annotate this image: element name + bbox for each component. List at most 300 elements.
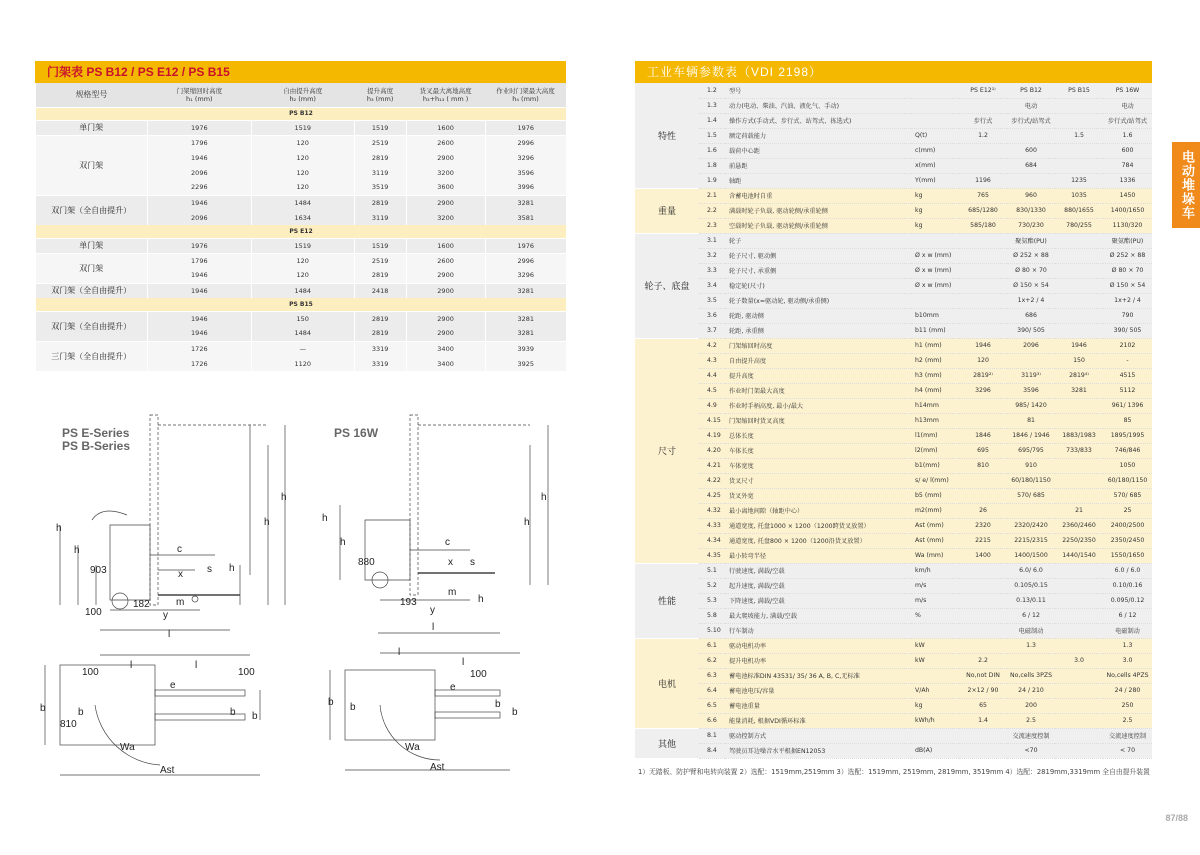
truck-body-right [365, 520, 410, 580]
spec-value [959, 98, 1007, 113]
spec-unit: kW [911, 653, 959, 668]
spec-value [959, 413, 1007, 428]
spec-no: 6.4 [699, 683, 725, 698]
spec-item: 行驶速度, 满载/空载 [725, 563, 911, 578]
spec-value: 21 [1055, 503, 1103, 518]
mast-cell: 1946 [147, 195, 251, 210]
spec-no: 4.9 [699, 398, 725, 413]
spec-no: 5.8 [699, 608, 725, 623]
spec-row [635, 713, 1152, 728]
dim-b1-right: b [328, 697, 334, 708]
mast-cell: 120 [251, 253, 354, 268]
spec-row [635, 608, 1152, 623]
mast-row [36, 135, 567, 150]
spec-value [1055, 413, 1103, 428]
spec-value [1055, 98, 1103, 113]
mast-type-label: 双门架 [36, 135, 148, 195]
mast-cell: 2996 [485, 253, 566, 268]
spec-no: 4.35 [699, 548, 725, 563]
spec-unit: m/s [911, 578, 959, 593]
mast-cell: 3296 [485, 150, 566, 165]
spec-item: 车体长度 [725, 443, 911, 458]
spec-item: 自由提升高度 [725, 353, 911, 368]
dim-h4-right: h [541, 492, 547, 503]
spec-value [959, 233, 1007, 248]
mast-cell: 3319 [354, 356, 406, 371]
spec-item: 含蓄电池时自重 [725, 188, 911, 203]
mast-cell: 1946 [147, 268, 251, 283]
spec-unit [911, 293, 959, 308]
footnote: 1）无踏板、防护臂和电转向装置 2）选配：1519mm,2519mm 3）选配：1519mm, 2519mm, 2819mm, 3519mm 4）选配：2819mm,3319mm 全自由提升装置 [638, 768, 1150, 776]
mast-table [35, 83, 566, 371]
spec-no: 1.3 [699, 98, 725, 113]
dim-m2-right: m [448, 587, 457, 598]
spec-value: 765 [959, 188, 1007, 203]
spec-value [959, 488, 1007, 503]
spec-value: Ø 252 × 88 [1103, 248, 1152, 263]
spec-item: 驱动控制方式 [725, 728, 911, 743]
spec-value: 1.3 [1103, 638, 1152, 653]
spec-value: 1846 [959, 428, 1007, 443]
spec-value: PS B12 [1007, 83, 1055, 98]
spec-item: 门架缩回时高度 [725, 338, 911, 353]
spec-unit [911, 113, 959, 128]
dim-e-right: e [450, 682, 456, 693]
spec-unit: kg [911, 698, 959, 713]
spec-no: 3.7 [699, 323, 725, 338]
spec-value: 65 [959, 698, 1007, 713]
spec-value: 0.105/0.15 [1007, 578, 1055, 593]
mast-type-label: 单门架 [36, 238, 148, 253]
spec-value [1055, 398, 1103, 413]
mast-cell: 1946 [147, 326, 251, 341]
spec-value: 60/180/1150 [1007, 473, 1055, 488]
spec-value: PS 16W [1103, 83, 1152, 98]
spec-value: 60/180/1150 [1103, 473, 1152, 488]
spec-value: 3596 [1007, 383, 1055, 398]
spec-no: 5.10 [699, 623, 725, 638]
dim-y-left: y [163, 610, 168, 621]
spec-value: 960 [1007, 188, 1055, 203]
spec-row [635, 173, 1152, 188]
dim-l1-right: l [432, 622, 435, 633]
spec-value: 1.3 [1007, 638, 1055, 653]
spec-item: 轮子 [725, 233, 911, 248]
spec-value [1055, 473, 1103, 488]
mast-cell: 3519 [354, 180, 406, 195]
dim-903: 903 [90, 565, 107, 576]
spec-value [1055, 458, 1103, 473]
spec-item: 最小转弯半径 [725, 548, 911, 563]
spec-value: 24 / 280 [1103, 683, 1152, 698]
spec-value: 2819⁴⁾ [1055, 368, 1103, 383]
spec-no: 3.1 [699, 233, 725, 248]
mast-cell: 1484 [251, 283, 354, 298]
mast-cell: 1519 [251, 120, 354, 135]
spec-value: 1400/1650 [1103, 203, 1152, 218]
dim-b11-right: b [495, 699, 501, 710]
spec-item: 轮子数量(x=驱动轮, 驱动侧/承重侧) [725, 293, 911, 308]
spec-item: 载荷中心距 [725, 143, 911, 158]
spec-item: 驱动电机功率 [725, 638, 911, 653]
spec-unit: Ast (mm) [911, 533, 959, 548]
spec-row [635, 503, 1152, 518]
mast-series-label: PS B15 [36, 298, 567, 311]
mast-type-label: 三门架（全自由提升） [36, 341, 148, 371]
spec-value: 150 [1055, 353, 1103, 368]
spec-value: 1.2 [959, 128, 1007, 143]
spec-value: 3296 [959, 383, 1007, 398]
spec-value: Ø 150 × 54 [1007, 278, 1055, 293]
spec-value [959, 308, 1007, 323]
dim-h14-left: h [74, 545, 80, 556]
spec-value: 250 [1103, 698, 1152, 713]
spec-value [1055, 698, 1103, 713]
spec-value [959, 608, 1007, 623]
spec-row [635, 293, 1152, 308]
spec-no: 1.8 [699, 158, 725, 173]
spec-value: 600 [1103, 143, 1152, 158]
spec-unit: V/Ah [911, 683, 959, 698]
spec-no: 6.5 [699, 698, 725, 713]
dim-h14-right: h [340, 537, 346, 548]
spec-value: 1050 [1103, 458, 1152, 473]
spec-value: 电动 [1103, 98, 1152, 113]
spec-value: 1235 [1055, 173, 1103, 188]
spec-value [1055, 293, 1103, 308]
spec-unit: kg [911, 203, 959, 218]
dim-l1-left: l [168, 629, 171, 640]
mast-series-label: PS E12 [36, 225, 567, 238]
spec-no: 4.32 [699, 503, 725, 518]
spec-value [1055, 743, 1103, 758]
spec-value: 784 [1103, 158, 1152, 173]
diagram-title-e-series: PS E-Series [62, 426, 130, 440]
spec-value: PS E12¹⁾ [959, 83, 1007, 98]
spec-unit [911, 623, 959, 638]
spec-unit: kg [911, 218, 959, 233]
spec-value: 695/795 [1007, 443, 1055, 458]
mast-cell: 1484 [251, 195, 354, 210]
dim-c-right: c [445, 537, 450, 548]
spec-unit: h2 (mm) [911, 353, 959, 368]
spec-row [635, 248, 1152, 263]
spec-no: 5.2 [699, 578, 725, 593]
spec-row [635, 683, 1152, 698]
spec-no: 4.15 [699, 413, 725, 428]
spec-category: 其他 [635, 728, 699, 758]
spec-value: 3119³⁾ [1007, 368, 1055, 383]
spec-row [635, 218, 1152, 233]
mast-series-label: PS B12 [36, 107, 567, 120]
mast-header-1: 门架缩回时高度 h₁ (mm) [147, 83, 251, 107]
mast-cell: 2096 [147, 165, 251, 180]
spec-value: 0.095/0.12 [1103, 593, 1152, 608]
spec-no: 6.1 [699, 638, 725, 653]
spec-row [635, 353, 1152, 368]
spec-row [635, 83, 1152, 98]
spec-value: 1x+2 / 4 [1103, 293, 1152, 308]
mast-cell: 2900 [406, 326, 485, 341]
dim-h4-left: h [281, 492, 287, 503]
mast-cell: 2418 [354, 283, 406, 298]
spec-value: 1336 [1103, 173, 1152, 188]
mast-header-5: 作业时门架最大高度 h₄ (mm) [485, 83, 566, 107]
spec-unit: Ø x w (mm) [911, 278, 959, 293]
mast-cell: 1976 [485, 238, 566, 253]
spec-value [959, 743, 1007, 758]
truck-body-left [110, 525, 150, 600]
spec-value [1055, 323, 1103, 338]
mast-cell: 1634 [251, 210, 354, 225]
spec-category: 特性 [635, 83, 699, 188]
spec-value: 交流速度控制 [1103, 728, 1152, 743]
mast-cell: 1600 [406, 120, 485, 135]
mast-cell: 150 [251, 311, 354, 326]
spec-value: 780/255 [1055, 218, 1103, 233]
spec-value: 1400/1500 [1007, 548, 1055, 563]
spec-value: 1400 [959, 548, 1007, 563]
spec-value: <70 [1007, 743, 1055, 758]
mast-cell: 3596 [485, 165, 566, 180]
spec-item: 蓄电池电压/容量 [725, 683, 911, 698]
spec-unit: h4 (mm) [911, 383, 959, 398]
spec-item: 门架缩回时货叉高度 [725, 413, 911, 428]
spec-no: 3.2 [699, 248, 725, 263]
spec-item: 前悬距 [725, 158, 911, 173]
spec-value [1055, 158, 1103, 173]
mast-row [36, 195, 567, 210]
spec-value [1055, 593, 1103, 608]
dim-x-right: x [448, 557, 453, 568]
spec-value: 25 [1103, 503, 1152, 518]
spec-item: 作业时门架最大高度 [725, 383, 911, 398]
mast-cell: 3400 [406, 341, 485, 356]
mast-cell: 2900 [406, 150, 485, 165]
spec-item: 型号 [725, 83, 911, 98]
dim-ast-left: Ast [160, 765, 175, 776]
spec-value: 步行式 [959, 113, 1007, 128]
mast-cell: 3119 [354, 165, 406, 180]
mast-cell: 1519 [251, 238, 354, 253]
mast-cell: 1976 [147, 120, 251, 135]
drive-wheel-left [112, 593, 128, 609]
spec-item: 货叉尺寸 [725, 473, 911, 488]
spec-value: 2819²⁾ [959, 368, 1007, 383]
mast-row [36, 341, 567, 356]
mast-cell: 1726 [147, 341, 251, 356]
spec-row [635, 98, 1152, 113]
spec-unit [911, 83, 959, 98]
spec-value [959, 278, 1007, 293]
dim-193: 193 [400, 597, 417, 608]
turning-arc-left [95, 705, 160, 765]
spec-value: Ø 252 × 88 [1007, 248, 1055, 263]
mast-cell: 120 [251, 268, 354, 283]
spec-row [635, 578, 1152, 593]
spec-value: 2096 [1007, 338, 1055, 353]
spec-item: 通道宽度, 托盘800 × 1200（1200沿货叉放置） [725, 533, 911, 548]
spec-value [1007, 173, 1055, 188]
mast-cell: 120 [251, 180, 354, 195]
spec-value: 1.5 [1055, 128, 1103, 143]
dim-h1-left: h [56, 523, 62, 534]
spec-no: 2.3 [699, 218, 725, 233]
spec-no: 4.3 [699, 353, 725, 368]
spec-item: 空载时轮子负载, 驱动轮侧/承重轮侧 [725, 218, 911, 233]
spec-value [1055, 278, 1103, 293]
mast-cell: 2519 [354, 135, 406, 150]
spec-row [635, 398, 1152, 413]
dim-b10-right: b [350, 702, 356, 713]
spec-value: 961/ 1396 [1103, 398, 1152, 413]
mast-cell: 3296 [485, 268, 566, 283]
spec-unit: kg [911, 188, 959, 203]
spec-value: 2.2 [959, 653, 1007, 668]
spec-value: 电磁制动 [1103, 623, 1152, 638]
spec-unit: b5 (mm) [911, 488, 959, 503]
spec-value: 2.5 [1007, 713, 1055, 728]
spec-row [635, 308, 1152, 323]
spec-value: 733/833 [1055, 443, 1103, 458]
mast-type-label: 双门架（全自由提升） [36, 283, 148, 298]
mast-outline-left [150, 415, 158, 605]
spec-value [959, 263, 1007, 278]
mast-cell: 2900 [406, 311, 485, 326]
spec-value: No,cells 3PZS [1007, 668, 1055, 683]
mast-row [36, 120, 567, 135]
spec-value [1055, 728, 1103, 743]
spec-value: 3.0 [1055, 653, 1103, 668]
spec-value: 1.4 [959, 713, 1007, 728]
spec-value: 81 [1007, 413, 1055, 428]
spec-value [1055, 578, 1103, 593]
spec-value [1055, 713, 1103, 728]
spec-value [1055, 623, 1103, 638]
spec-value: 0.10/0.16 [1103, 578, 1152, 593]
spec-value [1007, 503, 1055, 518]
spec-no: 4.20 [699, 443, 725, 458]
spec-value: 810 [959, 458, 1007, 473]
spec-value: 聚氨酯(PU) [1007, 233, 1055, 248]
spec-table [635, 83, 1152, 759]
spec-no: 3.3 [699, 263, 725, 278]
mast-header-0: 规格型号 [36, 83, 148, 107]
spec-no: 8.4 [699, 743, 725, 758]
mast-cell: 120 [251, 150, 354, 165]
spec-row [635, 668, 1152, 683]
dim-b5-right: b [512, 707, 518, 718]
dim-880: 880 [358, 557, 375, 568]
spec-no: 1.2 [699, 83, 725, 98]
spec-value: 聚氨酯(PU) [1103, 233, 1152, 248]
mast-outline-right [410, 415, 418, 595]
spec-value: Ø 80 × 70 [1103, 263, 1152, 278]
dim-wa-left: Wa [120, 742, 135, 753]
mast-cell: 2900 [406, 283, 485, 298]
spec-item: 作业时手柄高度, 最小/最大 [725, 398, 911, 413]
spec-value [959, 473, 1007, 488]
spec-row [635, 488, 1152, 503]
mast-cell: 1726 [147, 356, 251, 371]
spec-unit [911, 668, 959, 683]
spec-value [1055, 113, 1103, 128]
spec-value [959, 323, 1007, 338]
mast-header-4: 货叉最大离地高度 h₃+h₁₃ ( mm ) [406, 83, 485, 107]
spec-unit: h3 (mm) [911, 368, 959, 383]
spec-no: 6.2 [699, 653, 725, 668]
mast-cell: 120 [251, 135, 354, 150]
mast-cell: 1120 [251, 356, 354, 371]
spec-no: 2.1 [699, 188, 725, 203]
spec-value: 1.6 [1103, 128, 1152, 143]
spec-row [635, 458, 1152, 473]
dim-c-left: c [177, 544, 182, 555]
dim-y-right: y [430, 605, 435, 616]
spec-no: 1.4 [699, 113, 725, 128]
spec-unit: % [911, 608, 959, 623]
spec-category: 电机 [635, 638, 699, 728]
spec-value: 1130/320 [1103, 218, 1152, 233]
mast-cell: 3200 [406, 165, 485, 180]
spec-value [1055, 683, 1103, 698]
spec-value [1055, 143, 1103, 158]
mast-type-label: 单门架 [36, 120, 148, 135]
spec-value: 830/1330 [1007, 203, 1055, 218]
spec-value: 3281 [1055, 383, 1103, 398]
mast-cell: 1946 [147, 283, 251, 298]
dim-b11-left: b [230, 707, 236, 718]
mast-cell: 3281 [485, 283, 566, 298]
spec-row [635, 113, 1152, 128]
spec-value: 2215 [959, 533, 1007, 548]
spec-row [635, 638, 1152, 653]
spec-value: PS B15 [1055, 83, 1103, 98]
dim-ast-right: Ast [430, 762, 445, 773]
spec-value: 85 [1103, 413, 1152, 428]
dim-l-left: l [195, 660, 198, 671]
mast-cell: 2900 [406, 195, 485, 210]
spec-no: 4.22 [699, 473, 725, 488]
mast-cell: 3581 [485, 210, 566, 225]
mast-cell: 1484 [251, 326, 354, 341]
mast-cell: 1946 [147, 150, 251, 165]
spec-value: 6.0/ 6.0 [1007, 563, 1055, 578]
spec-value: 2320 [959, 518, 1007, 533]
spec-value [959, 293, 1007, 308]
spec-value: 1550/1650 [1103, 548, 1152, 563]
spec-value: 1846 / 1946 [1007, 428, 1055, 443]
spec-value: 4515 [1103, 368, 1152, 383]
spec-row [635, 623, 1152, 638]
spec-value [959, 398, 1007, 413]
spec-no: 1.6 [699, 143, 725, 158]
truck-topview-left [60, 665, 155, 745]
spec-value: 600 [1007, 143, 1055, 158]
spec-no: 8.1 [699, 728, 725, 743]
spec-unit: h14mm [911, 398, 959, 413]
dim-100-top-right: 100 [238, 667, 255, 678]
dim-l2-right: l [398, 647, 401, 658]
spec-value: 200 [1007, 698, 1055, 713]
spec-unit: Wa (mm) [911, 548, 959, 563]
spec-value: < 70 [1103, 743, 1152, 758]
spec-no: 5.3 [699, 593, 725, 608]
spec-row [635, 728, 1152, 743]
mast-cell: 2519 [354, 253, 406, 268]
mast-cell: 2900 [406, 268, 485, 283]
mast-cell: 3281 [485, 195, 566, 210]
